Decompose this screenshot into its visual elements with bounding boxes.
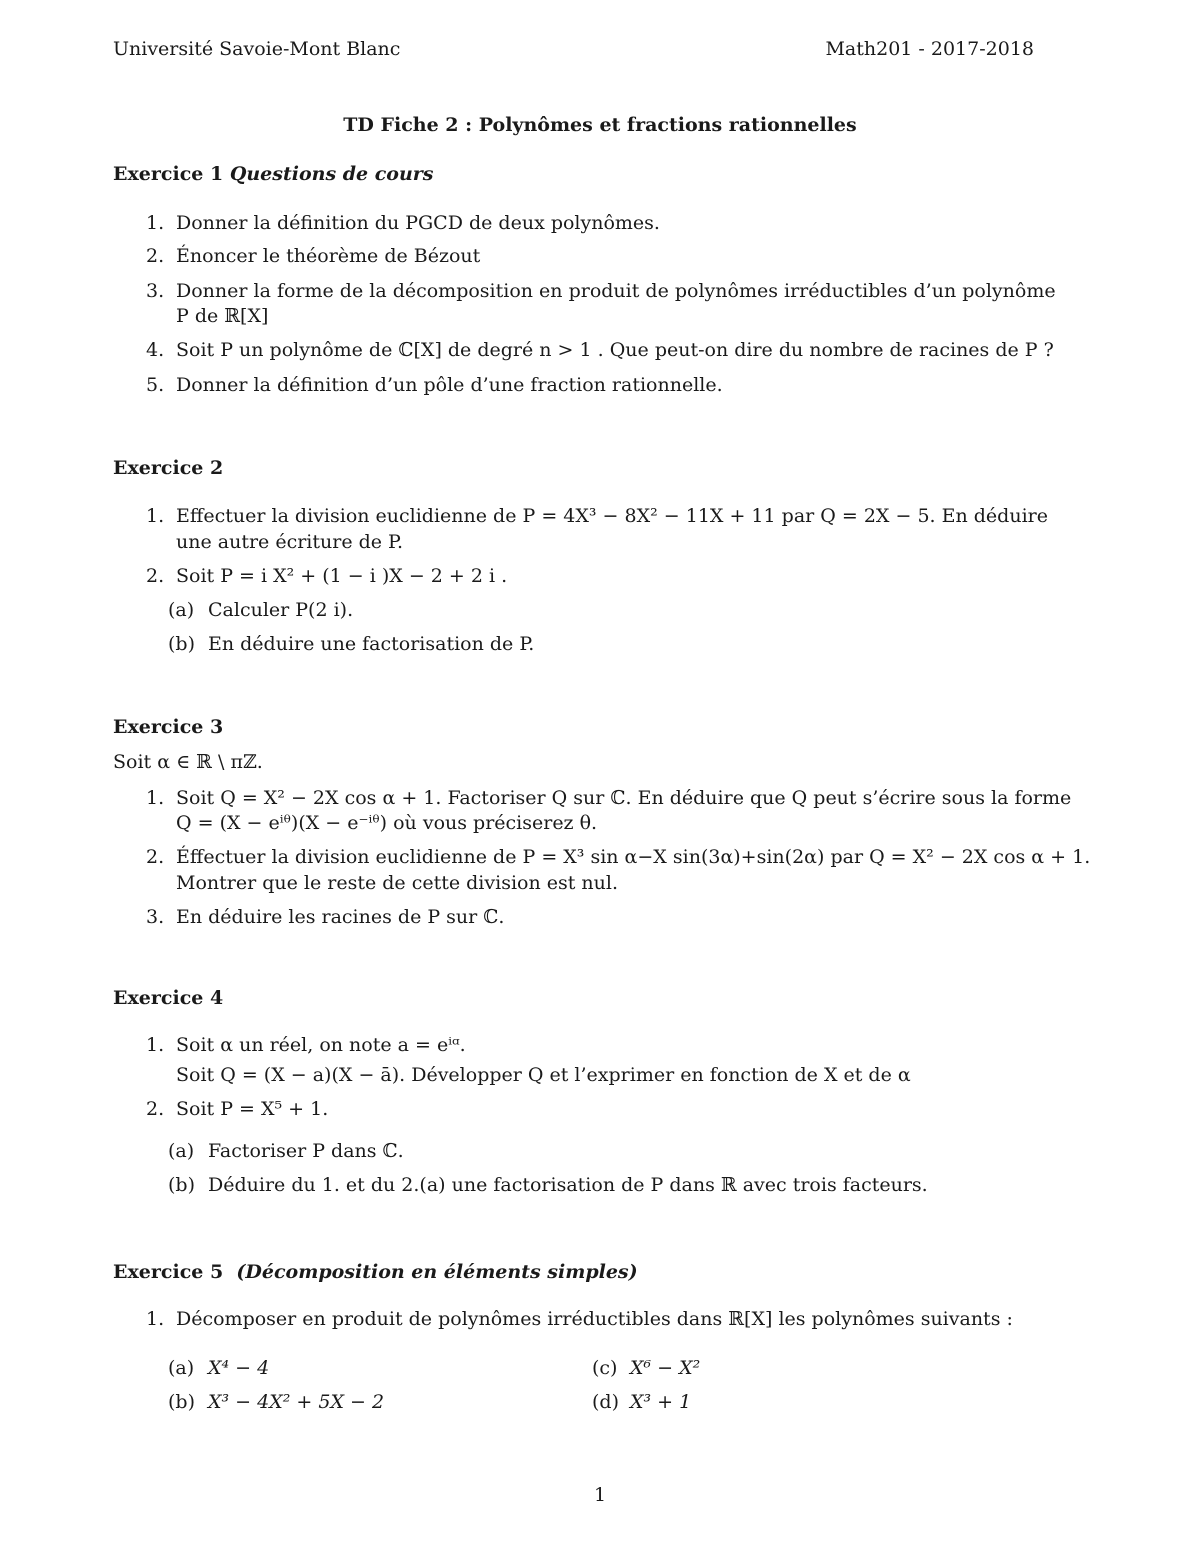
ex4-subitem-a-label: (a) <box>168 1140 195 1162</box>
page-number: 1 <box>593 1484 607 1506</box>
exercise-1-heading <box>113 163 434 185</box>
exercise-1-subtitle: Questions de cours <box>229 163 434 185</box>
ex3-item-2-number: 2. <box>146 846 165 868</box>
ex5-subitem-a-text: X⁴ − 4 <box>208 1357 270 1379</box>
ex1-item-3-number: 3. <box>146 280 165 302</box>
ex3-item-3-number: 3. <box>146 906 165 928</box>
exercise-5-subtitle: (Décomposition en éléments simples) <box>236 1261 638 1283</box>
ex5-subitem-c-text: X⁶ − X² <box>630 1357 701 1379</box>
ex2-subitem-b-text: En déduire une factorisation de P. <box>208 633 535 655</box>
ex1-item-4-text: Soit P un polynôme de ℂ[X] de degré n > 1 . Que peut-on dire du nombre de racines de P ? <box>176 339 1054 361</box>
ex5-subitem-c-label: (c) <box>592 1357 618 1379</box>
ex3-item-1-number: 1. <box>146 787 165 809</box>
ex4-item-1-text: Soit α un réel, on note a = eⁱᵅ. <box>176 1034 466 1056</box>
ex4-item-1-text-cont: Soit Q = (X − a)(X − ā). Développer Q et l’exprimer en fonction de X et de α <box>176 1064 911 1086</box>
ex4-subitem-a-text: Factoriser P dans ℂ. <box>208 1140 404 1162</box>
ex5-subitem-a-label: (a) <box>168 1357 195 1379</box>
ex1-item-5-text: Donner la définition d’un pôle d’une fraction rationnelle. <box>176 374 723 396</box>
ex2-item-1-number: 1. <box>146 505 165 527</box>
exercise-5-heading <box>113 1261 638 1283</box>
ex5-subitem-d-label: (d) <box>592 1391 619 1413</box>
ex3-item-2-text-cont: Montrer que le reste de cette division est nul. <box>176 872 618 894</box>
ex1-item-3-text-cont: P de ℝ[X] <box>176 305 269 327</box>
ex4-subitem-b-label: (b) <box>168 1174 195 1196</box>
ex5-subitem-d-text: X³ + 1 <box>630 1391 692 1413</box>
header-university: Université Savoie-Mont Blanc <box>113 38 401 60</box>
ex5-subitem-b-text: X³ − 4X² + 5X − 2 <box>208 1391 385 1413</box>
exercise-5-label: Exercice 5 <box>113 1261 224 1283</box>
exercise-1-label: Exercice 1 <box>113 163 224 185</box>
ex2-item-2-number: 2. <box>146 565 165 587</box>
header-course: Math201 - 2017-2018 <box>825 38 1034 60</box>
ex5-item-1-text: Décomposer en produit de polynômes irréductibles dans ℝ[X] les polynômes suivants : <box>176 1308 1013 1330</box>
ex1-item-4-number: 4. <box>146 339 165 361</box>
ex2-subitem-a-text: Calculer P(2 i). <box>208 599 354 621</box>
page-title: TD Fiche 2 : Polynômes et fractions rationnelles <box>343 114 857 136</box>
ex3-item-2-text: Éffectuer la division euclidienne de P = X³ sin α−X sin(3α)+sin(2α) par Q = X² − 2X cos α + 1. <box>176 846 1091 868</box>
exercise-2-heading: Exercice 2 <box>113 457 224 479</box>
ex2-item-2-text: Soit P = i X² + (1 − i )X − 2 + 2 i . <box>176 565 508 587</box>
ex3-item-1-text-cont: Q = (X − eⁱᶿ)(X − e⁻ⁱᶿ) où vous préciserez θ. <box>176 812 598 834</box>
ex5-subitem-b-label: (b) <box>168 1391 195 1413</box>
ex1-item-2-number: 2. <box>146 245 165 267</box>
ex1-item-3-text: Donner la forme de la décomposition en produit de polynômes irréductibles d’un polynôme <box>176 280 1056 302</box>
ex1-item-1-number: 1. <box>146 212 165 234</box>
exercise-4-heading: Exercice 4 <box>113 987 224 1009</box>
ex2-item-1-text: Effectuer la division euclidienne de P = 4X³ − 8X² − 11X + 11 par Q = 2X − 5. En déduire <box>176 505 1048 527</box>
ex1-item-5-number: 5. <box>146 374 165 396</box>
ex2-item-1-text-cont: une autre écriture de P. <box>176 531 404 553</box>
ex4-item-1-number: 1. <box>146 1034 165 1056</box>
ex4-subitem-b-text: Déduire du 1. et du 2.(a) une factorisation de P dans ℝ avec trois facteurs. <box>208 1174 928 1196</box>
exercise-3-heading: Exercice 3 <box>113 716 224 738</box>
ex1-item-2-text: Énoncer le théorème de Bézout <box>176 245 481 267</box>
ex4-item-2-text: Soit P = X⁵ + 1. <box>176 1098 329 1120</box>
ex4-item-2-number: 2. <box>146 1098 165 1120</box>
ex5-item-1-number: 1. <box>146 1308 165 1330</box>
ex3-item-3-text: En déduire les racines de P sur ℂ. <box>176 906 505 928</box>
ex3-intro: Soit α ∈ ℝ \ πℤ. <box>113 751 263 773</box>
ex2-subitem-a-label: (a) <box>168 599 195 621</box>
ex3-item-1-text: Soit Q = X² − 2X cos α + 1. Factoriser Q sur ℂ. En déduire que Q peut s’écrire sous la forme <box>176 787 1072 809</box>
ex2-subitem-b-label: (b) <box>168 633 195 655</box>
ex1-item-1-text: Donner la définition du PGCD de deux polynômes. <box>176 212 660 234</box>
